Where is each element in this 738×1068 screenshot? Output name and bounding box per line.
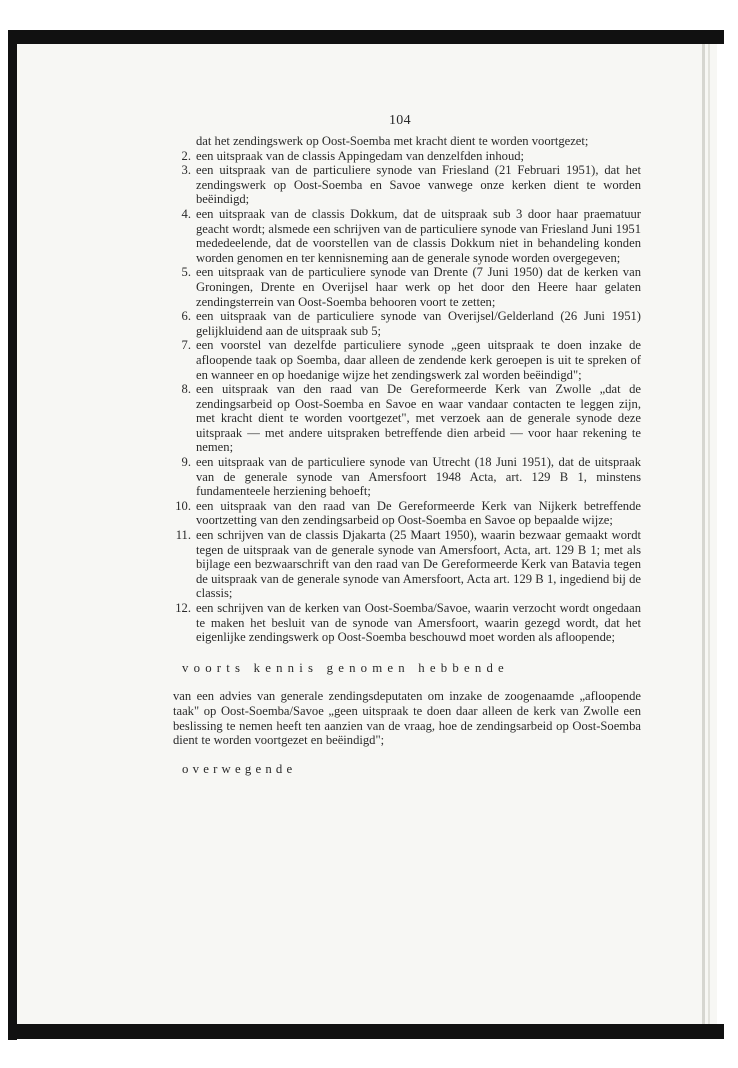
list-item — [173, 207, 641, 265]
list-item-number: 2. — [181, 148, 191, 163]
list-item — [173, 149, 641, 164]
page-edge-shadow — [702, 44, 705, 1024]
list-item-number: 7. — [181, 338, 191, 353]
list-item — [173, 499, 641, 528]
list-item-text: een uitspraak van den raad van De Gereformeerde Kerk van Nijkerk betreffende voortzetting van den zendingsarbeid op Oost-Soemba en Savoe op bepaalde wijze; — [196, 498, 641, 528]
list-item-number: 9. — [181, 455, 191, 470]
document-body — [173, 134, 641, 776]
list-item — [173, 455, 641, 499]
page-edge-shadow-outer — [708, 44, 710, 1024]
scan-border-left — [8, 44, 17, 1040]
list-item-number: 6. — [181, 309, 191, 324]
intro-continuation-text: dat het zendingswerk op Oost-Soemba met kracht dient te worden voortgezet; — [196, 134, 589, 148]
list-item-text: een uitspraak van de particuliere synode van Overijsel/Gelderland (26 Juni 1951) gelijkluidend aan de uitspraak sub 5; — [196, 309, 641, 338]
list-item-text: een uitspraak van den raad van De Gereformeerde Kerk van Zwolle „dat de zendingsarbeid op Oost-Soemba en Savoe en waar vandaar contacten te leggen zijn, met kracht dient te worden voortgezet", met verzoek aan de generale synode deze uitspraak — met andere uitspraken betreffende dien arbeid — voor haar rekening te nemen; — [196, 382, 641, 455]
list-item-number: 3. — [181, 163, 191, 178]
heading-overwegende: overwegende — [182, 761, 297, 776]
intro-continuation — [173, 134, 641, 149]
list-item — [173, 528, 641, 601]
list-item — [173, 309, 641, 338]
list-item-text: een uitspraak van de particuliere synode van Drente (7 Juni 1950) dat de kerken van Groningen, Drente en Overijsel haar werk op het door den Heere haar gelaten zendingsterrein van Oost-Soemba behooren voort te zetten; — [196, 265, 641, 309]
list-item — [173, 163, 641, 207]
list-item-text: een uitspraak van de particuliere synode van Utrecht (18 Juni 1951), dat de uitspraak van de generale synode van Amersfoort 1948 Acta, art. 129 B 1, minstens fundamenteele herziening behoeft; — [196, 455, 641, 499]
list-item-text: een schrijven van de kerken van Oost-Soemba/Savoe, waarin verzocht wordt ongedaan te maken het besluit van de synode van Amersfoort, waarin gezegd wordt, dat het eigenlijke zendingswerk op Oost-Soemba beschouwd moet worden als afloopende; — [196, 601, 641, 645]
page-number: 104 — [389, 113, 411, 128]
list-item-number: 5. — [181, 265, 191, 280]
list-item-number: 12. — [175, 601, 191, 615]
list-item-number: 8. — [181, 382, 191, 397]
scan-border-top — [8, 30, 724, 44]
numbered-list — [173, 149, 641, 645]
paragraph-advies: van een advies van generale zendingsdeputaten om inzake de zoogenaamde „afloopende taak" op Oost-Soemba/Savoe „geen uitspraak te doen daar alleen de kerk van Zwolle een beslissing te nemen heeft ten aanzien van de vraag, hoe de zendingsarbeid op Oost-Soemba dient te worden voortgezet en beëindigd"; — [173, 689, 641, 748]
list-item-number: 10. — [175, 498, 191, 513]
list-item — [173, 382, 641, 455]
list-item-number: 11. — [175, 528, 191, 543]
list-item-text: een voorstel van dezelfde particuliere synode „geen uitspraak te doen inzake de afloopende taak op Soemba, daar alleen de zendende kerk geroepen is uit te spreken of en wanneer en op hoedanige wijze het zendingswerk zal worden beëindigd"; — [196, 338, 641, 382]
list-item-text: een uitspraak van de classis Dokkum, dat de uitspraak sub 3 door haar praematuur geacht wordt; alsmede een schrijven van de particuliere synode van Friesland Juni 1951 mededeelende, dat de voorstellen van de classis Dokkum niet in behandeling konden worden genomen en ter kennisneming aan de generale synode worden overgegeven; — [196, 206, 641, 265]
list-item — [173, 601, 641, 645]
list-item — [173, 265, 641, 309]
list-item-text: een schrijven van de classis Djakarta (25 Maart 1950), waarin bezwaar gemaakt wordt tegen de uitspraak van de generale synode van Amersfoort, Acta, art. 129 B 1; met als bijlage een bezwaarschrift van den raad van De Gereformeerde Kerk van Batavia tegen de uitspraak van de generale synode van Amersfoort, Acta art. 129 B 1, ingediend bij de classis; — [196, 528, 641, 601]
list-item-number: 4. — [181, 206, 191, 221]
list-item-text: een uitspraak van de particuliere synode van Friesland (21 Februari 1951), dat het zendingswerk op Oost-Soemba en Savoe vanwege onze kerken dient te worden beëindigd; — [196, 163, 641, 207]
heading-kennis-genomen: voorts kennis genomen hebbende — [182, 660, 509, 675]
list-item — [173, 338, 641, 382]
list-item-text: een uitspraak van de classis Appingedam van denzelfden inhoud; — [196, 148, 525, 163]
scan-border-bottom — [8, 1024, 724, 1039]
